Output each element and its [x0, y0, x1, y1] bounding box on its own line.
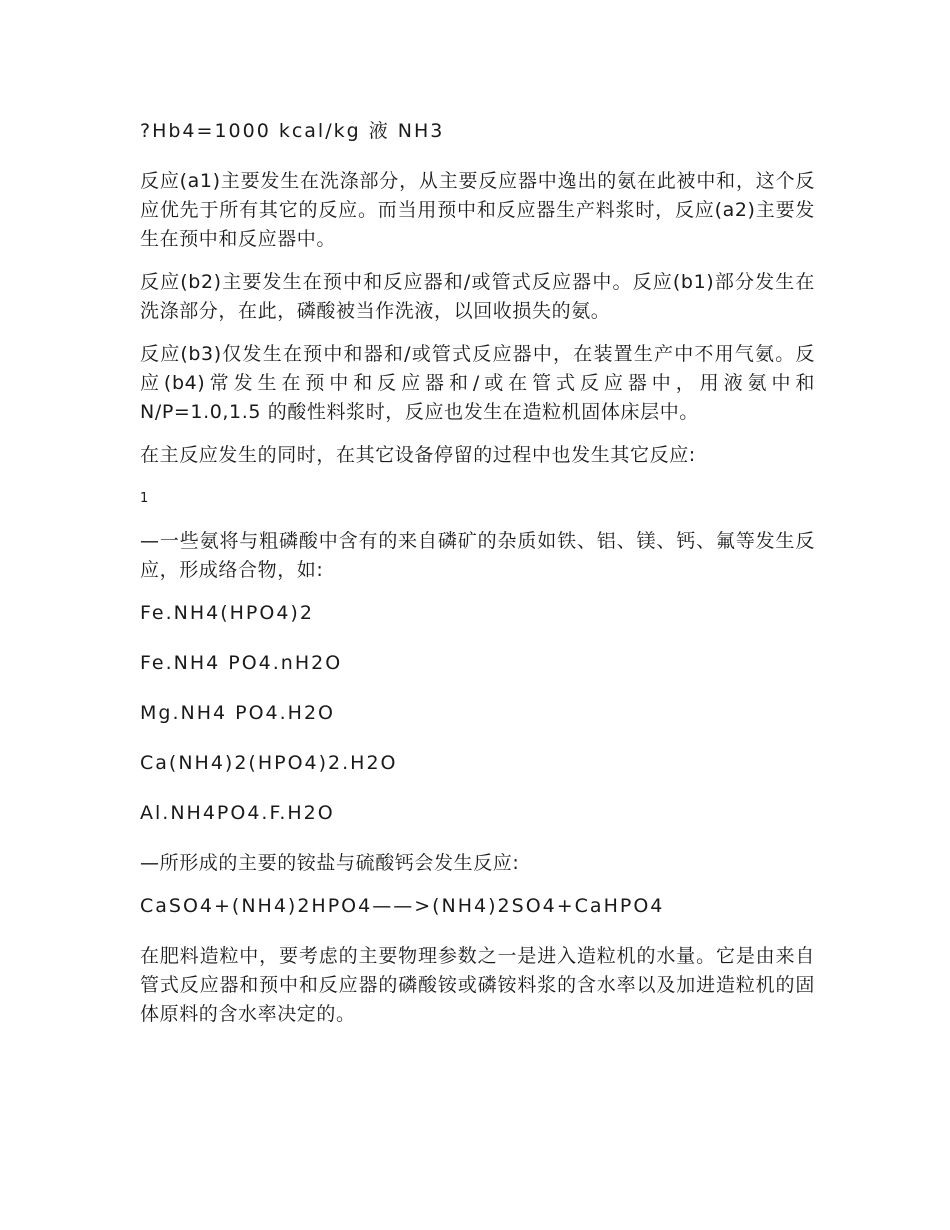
paragraph-impurity-complexes: —一些氨将与粗磷酸中含有的来自磷矿的杂质如铁、铝、镁、钙、氟等发生反应，形成络合物，如: [140, 530, 815, 581]
formula-iron-complex-2: Fe.NH4 PO4.nH2O [140, 652, 343, 674]
formula-iron-complex-1: Fe.NH4(HPO4)2 [140, 602, 314, 624]
paragraph-ammonium-salt-reaction: —所形成的主要的铵盐与硫酸钙会发生反应: [140, 852, 520, 874]
paragraph-granulation-water: 在肥料造粒中，要考虑的主要物理参数之一是进入造粒机的水量。它是由来自管式反应器和预中和反应器的磷酸铵或磷铵料浆的含水率以及加进造粒机的固体原料的含水率决定的。 [140, 945, 815, 1025]
formula-calcium-sulfate-reaction: CaSO4+(NH4)2HPO4——>(NH4)2SO4+CaHPO4 [140, 895, 665, 917]
enthalpy-formula: ?Hb4=1000 kcal/kg 液 NH3 [140, 120, 445, 142]
paragraph-reaction-b1-b2: 反应(b2)主要发生在预中和反应器和/或管式反应器中。反应(b1)部分发生在洗涤部分，在此，磷酸被当作洗液，以回收损失的氨。 [140, 271, 815, 322]
page-number: 1 [140, 491, 149, 506]
formula-magnesium-complex: Mg.NH4 PO4.H2O [140, 702, 335, 724]
formula-calcium-complex: Ca(NH4)2(HPO4)2.H2O [140, 752, 398, 774]
paragraph-side-reactions-intro: 在主反应发生的同时，在其它设备停留的过程中也发生其它反应: [140, 444, 696, 466]
paragraph-reaction-a: 反应(a1)主要发生在洗涤部分，从主要反应器中逸出的氨在此被中和，这个反应优先于所有其它的反应。而当用预中和反应器生产料浆时，反应(a2)主要发生在预中和反应器中。 [140, 170, 815, 250]
paragraph-reaction-b3-b4: 反应(b3)仅发生在预中和器和/或管式反应器中，在装置生产中不用气氨。反应(b4)常发生在预中和反应器和/或在管式反应器中，用液氨中和 N/P=1.0,1.5 的酸性料浆时，反应也发生在造粒机固体床层中。 [140, 343, 815, 423]
formula-aluminum-complex: Al.NH4PO4.F.H2O [140, 802, 335, 824]
document-page [140, 117, 815, 1043]
